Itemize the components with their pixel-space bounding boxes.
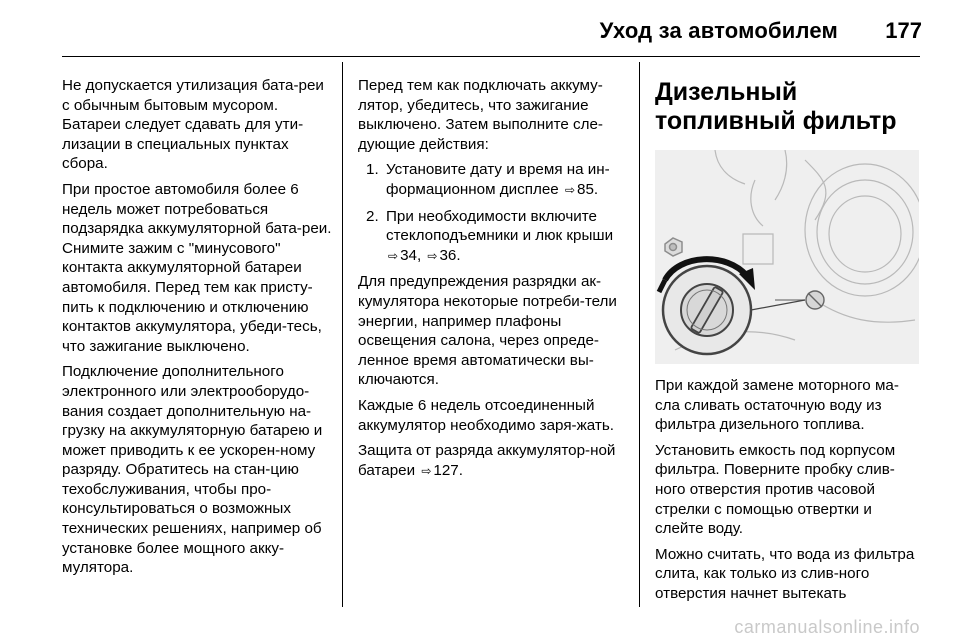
column-divider xyxy=(342,62,343,607)
paragraph: Каждые 6 недель отсоединенный аккумулятор необходимо заря-жать. xyxy=(358,396,614,434)
paragraph: Для предупреждения разрядки ак-кумулятора некоторые потреби-тели энергии, например плафоны освещения салона, через опреде-ленное время автоматически вы-ключаются. xyxy=(358,273,617,389)
step-number: 2. xyxy=(366,207,379,225)
page-reference[interactable]: 36. xyxy=(439,246,461,264)
step-text: Установите дату и время на ин-формационном дисплее xyxy=(386,161,610,198)
section-heading: Дизельный топливный фильтр xyxy=(655,78,897,135)
paragraph: При каждой замене моторного ма-сла сливать остаточную воду из фильтра дизельного топлива. xyxy=(655,377,899,434)
paragraph xyxy=(358,441,626,481)
step-text: При необходимости включите стеклоподъемники и люк крыши xyxy=(386,207,614,245)
page-reference[interactable]: 34, xyxy=(400,246,422,264)
column-middle xyxy=(358,76,626,487)
paragraph: Перед тем как подключать аккуму-лятор, убедитесь, что зажигание выключено. Затем выполните сле-дующие действия: xyxy=(358,77,603,153)
column-divider xyxy=(639,62,640,607)
step-item xyxy=(358,160,626,200)
watermark: carmanualsonline.info xyxy=(734,617,920,637)
steps-list xyxy=(358,160,626,266)
paragraph: Подключение дополнительного электронного или электрооборудо-вания создает дополнительную на-грузку на аккумуляторную батарею и может приводить к ее ускорен-ному разряду. Обратитесь на стан-цию техобслуживания, чтобы про-консультироваться о возможных технических решениях, например об установке более мощного акку-мулятора. xyxy=(62,363,323,577)
paragraph: Можно считать, что вода из фильтра слита, как только из слив-ного отверстия начнет вытекать xyxy=(655,545,915,602)
arrow-right-outline-icon[interactable]: ⇨ xyxy=(388,248,399,263)
page-reference[interactable]: 127. xyxy=(433,461,463,479)
column-right xyxy=(655,76,923,610)
paragraph-text: Защита от разряда аккумулятор-ной батареи xyxy=(358,442,616,479)
page-reference[interactable]: 85. xyxy=(577,180,599,198)
arrow-right-outline-icon[interactable]: ⇨ xyxy=(421,463,432,478)
arrow-right-outline-icon[interactable]: ⇨ xyxy=(564,182,576,197)
diesel-filter-illustration xyxy=(655,150,919,364)
page-header xyxy=(0,0,960,58)
filter-drawing xyxy=(655,150,919,364)
paragraph: Установить емкость под корпусом фильтра. Поверните пробку слив-ного отверстия против часовой стрелки с помощью отвертки и слейте воду. xyxy=(655,441,896,538)
header-rule xyxy=(62,56,920,57)
paragraph: При простое автомобиля более 6 недель может потребоваться подзарядка аккумуляторной бата-реи. Снимите зажим с "минусового" контакта аккумуляторной батареи автомобиля. Перед тем как присту-пить к подключению и отключению контактов аккумулятора, убеди-тесь, что зажигание выключено. xyxy=(62,180,332,355)
arrow-right-outline-icon[interactable]: ⇨ xyxy=(427,248,438,263)
paragraph: Не допускается утилизация бата-реи с обычным бытовым мусором. Батареи следует сдавать для ути-лизации в специальных пунктах сбора. xyxy=(62,77,324,173)
step-item xyxy=(358,207,626,267)
column-left xyxy=(62,76,332,584)
step-number: 1. xyxy=(366,161,379,179)
page-number: 177 xyxy=(885,18,922,43)
page-title: Уход за автомобилем xyxy=(599,18,838,43)
